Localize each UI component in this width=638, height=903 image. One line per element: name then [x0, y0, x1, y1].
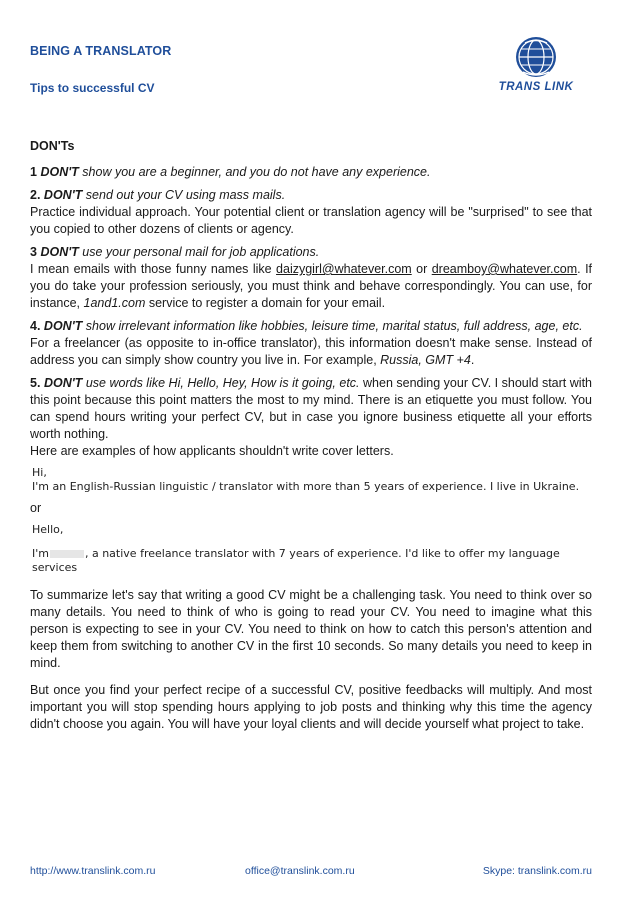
- item-3-body-5: service to register a domain for your email.: [145, 296, 386, 310]
- item-3-body-4: If you do take your profession seriously, you must think and behave correspondingly. You can use, for instance,: [30, 262, 593, 310]
- email-link-2[interactable]: dreamboy@whatever.com: [431, 262, 578, 276]
- item-4: [30, 318, 592, 369]
- document-subtitle: Tips to successful CV: [30, 81, 155, 95]
- footer-email[interactable]: office@translink.com.ru: [245, 865, 355, 877]
- item-3-heading: use your personal mail for job applications.: [78, 245, 320, 259]
- item-2-body: Practice individual approach. Your potential client or translation agency will be "surprised" to see that you copied to other dozens of clients or agency.: [30, 205, 592, 236]
- service-name: 1and1.com: [83, 296, 146, 310]
- item-1-dont: DON'T: [40, 165, 79, 179]
- example-2-prefix: I'm: [32, 547, 49, 560]
- item-5-body-2: Here are examples of how applicants shouldn't write cover letters.: [30, 444, 394, 458]
- document-body: [30, 138, 592, 739]
- item-4-example: Russia, GMT +4: [380, 353, 471, 367]
- logo-text: TRANS LINK: [498, 81, 574, 93]
- item-1-number: 1: [30, 165, 37, 179]
- item-3: [30, 244, 592, 312]
- example-2-redacted: [50, 550, 84, 558]
- email-link-1[interactable]: daizygirl@whatever.com: [276, 262, 412, 276]
- example-1: [32, 466, 592, 494]
- section-title: DON'Ts: [30, 139, 75, 153]
- footer-website[interactable]: http://www.translink.com.ru: [30, 865, 156, 877]
- item-4-body-1: For a freelancer (as opposite to in-office translator), this information doesn't make sense. Instead of address you can simply show country you live in. For example,: [30, 336, 592, 367]
- item-4-number: 4.: [30, 319, 41, 333]
- item-3-body-1: I mean emails with those funny names like: [30, 262, 277, 276]
- item-5-dont: DON'T: [43, 376, 83, 390]
- globe-icon: [495, 34, 577, 82]
- example-1-line-1: Hi,: [32, 466, 47, 479]
- example-2-line-2: [32, 547, 592, 575]
- item-4-heading: show irrelevant information like hobbies, leisure time, marital status, full address, age, etc.: [82, 319, 583, 333]
- item-3-body-2: or: [411, 262, 432, 276]
- example-2-line-1: Hello,: [32, 523, 64, 536]
- item-4-dont: DON'T: [43, 319, 83, 333]
- footer-skype: Skype: translink.com.ru: [482, 865, 592, 877]
- or-separator: or: [30, 501, 42, 515]
- item-4-body-2: .: [470, 353, 475, 367]
- item-2: [30, 187, 592, 238]
- item-1-heading: show you are a beginner, and you do not have any experience.: [78, 165, 431, 179]
- item-3-number: 3: [30, 245, 37, 259]
- example-1-line-2: I'm an English-Russian linguistic / translator with more than 5 years of experience. I live in Ukraine.: [32, 480, 580, 493]
- item-5-number: 5.: [30, 376, 41, 390]
- item-5-body-1: when sending your CV. I should start with this point because this point matters the most to my mind. There is an etiquette you must follow. You can spend hours writing your perfect CV, but in case you ignore business etiquette all your efforts worth nothing.: [30, 376, 592, 441]
- item-3-dont: DON'T: [40, 245, 79, 259]
- item-2-number: 2.: [30, 188, 41, 202]
- item-5: [30, 375, 592, 460]
- summary-paragraph-2: But once you find your perfect recipe of a successful CV, positive feedbacks will multiply. And most important you will stop spending hours applying to job posts and thinking why this time the agency didn't choose you again. You will have your loyal clients and will decide yourself what project to take.: [30, 683, 592, 731]
- item-5-heading: use words like Hi, Hello, Hey, How is it going, etc.: [82, 376, 360, 390]
- example-2: [32, 523, 592, 575]
- item-1: [30, 164, 592, 181]
- document-title: BEING A TRANSLATOR: [30, 44, 172, 58]
- trans-link-logo: [495, 34, 577, 100]
- item-2-dont: DON'T: [43, 188, 83, 202]
- example-2-text: , a native freelance translator with 7 years of experience. I'd like to offer my language services: [32, 547, 560, 574]
- summary-paragraph-1: To summarize let's say that writing a good CV might be a challenging task. You need to think over so many details. You need to think of who is going to read your CV. You need to imagine what this person is expecting to see in your CV. You need to think on how to catch this person's attention and keep them from switching to another CV in the first 10 seconds. So many details you need to keep in mind.: [30, 588, 592, 670]
- item-2-heading: send out your CV using mass mails.: [82, 188, 286, 202]
- item-3-body-3: .: [577, 262, 581, 276]
